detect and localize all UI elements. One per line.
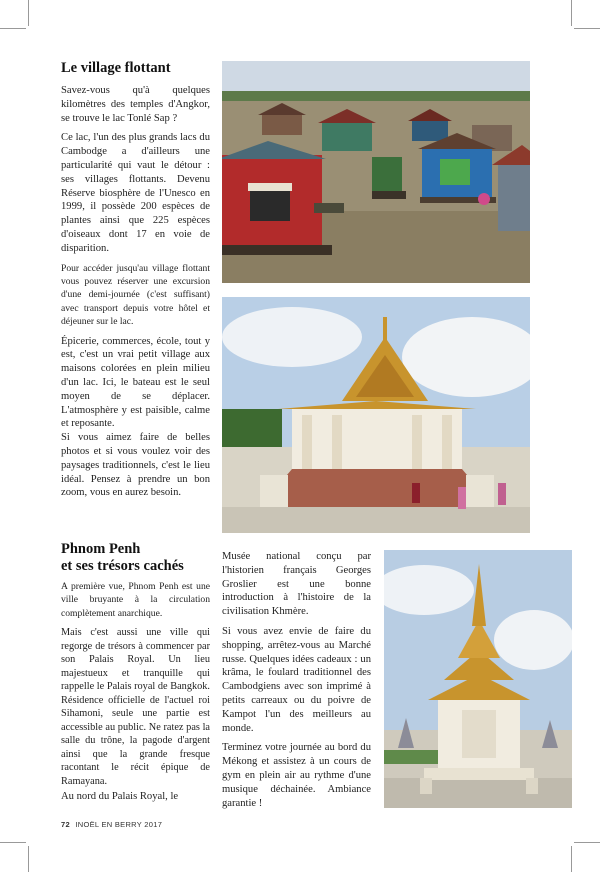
crop-mark [0, 842, 26, 843]
crop-mark [28, 846, 29, 872]
crop-mark [574, 28, 600, 29]
section-title-line1: Phnom Penh [61, 541, 141, 557]
paragraph: Pour accéder jusqu'au village flottant vous pouvez réserver une excursion d'une demi-journée (c'est suffisant) avec transport depuis votre hôtel et déjeuner sur le lac. [61, 262, 210, 328]
article-phnom-penh [61, 541, 210, 810]
paragraph: Si vous avez envie de faire du shopping, arrêtez-vous au Marché russe. Quelques idées cadeaux : un krâma, le foulard traditionnel des Cambodgiens avec son imprimé à petits carreaux ou du poivre de Kampot l'un des meilleurs au monde. [222, 625, 371, 734]
paragraph: Au nord du Palais Royal, le [61, 791, 179, 803]
paragraph: Terminez votre journée au bord du Mékong et assistez à un cours de gym en plein air au rythme d'une musique déchainée. Ambiance garantie ! [222, 742, 371, 809]
floating-village-photo [222, 61, 530, 283]
royal-palace-photo [222, 297, 530, 533]
paragraph: Épicerie, commerces, école, tout y est, c'est un vrai petit village aux maisons colorées en plein milieu d'un lac. Ici, le bateau est le seul moyen de se déplacer. L'atmosphère y est paisible, calme et reposante. [61, 335, 210, 430]
article-phnom-penh-continued [222, 550, 371, 816]
crop-mark [28, 0, 29, 26]
paragraph: Musée national conçu par l'historien français Georges Groslier est une bonne introduction à l'histoire de la civilisation Khmère. [222, 551, 371, 618]
section-title [61, 541, 210, 575]
crop-mark [574, 842, 600, 843]
paragraph: Mais c'est aussi une ville qui regorge de trésors à commencer par son Palais Royal. Un lieu majestueux et tranquille qui rappelle le Palais royal de Bangkok. Résidence officielle de l'actuel roi Sihamoni, seule une partie est accessible au public. Ne ratez pas la salle du trône, la pagode d'argent ainsi que la grande fresque racontant le récit épique de Ramayana. [61, 627, 210, 787]
paragraph: A première vue, Phnom Penh est une ville bruyante à la circulation complètement anarchique. [61, 581, 210, 619]
crop-mark [571, 846, 572, 872]
silver-pagoda-photo [384, 550, 572, 808]
paragraph: Ce lac, l'un des plus grands lacs du Cambodge a d'ailleurs une particularité qui vaut le détour : ses villages flottants. Devenu Réserve biosphère de l'Unesco en 1999, il possède 200 espèces de plantes ainsi que 225 espèces d'oiseaux dont 17 en voie de disparition. [61, 132, 210, 254]
paragraph: Savez-vous qu'à quelques kilomètres des temples d'Angkor, se trouve le lac Tonlé Sap ? [61, 85, 210, 124]
page-footer [61, 820, 162, 829]
crop-mark [0, 28, 26, 29]
section-title-line2: et ses trésors cachés [61, 558, 184, 574]
paragraph: Si vous aimez faire de belles photos et si vous voulez voir des paysages traditionnels, c'est le lieu idéal. Pensez à prendre un bon zoom, vous en aurez besoin. [61, 432, 210, 499]
magazine-name: INOËL EN BERRY 2017 [75, 820, 163, 829]
crop-mark [571, 0, 572, 26]
page-number: 72 [61, 820, 70, 829]
section-title: Le village flottant [61, 60, 171, 76]
article-village-flottant [61, 60, 210, 506]
